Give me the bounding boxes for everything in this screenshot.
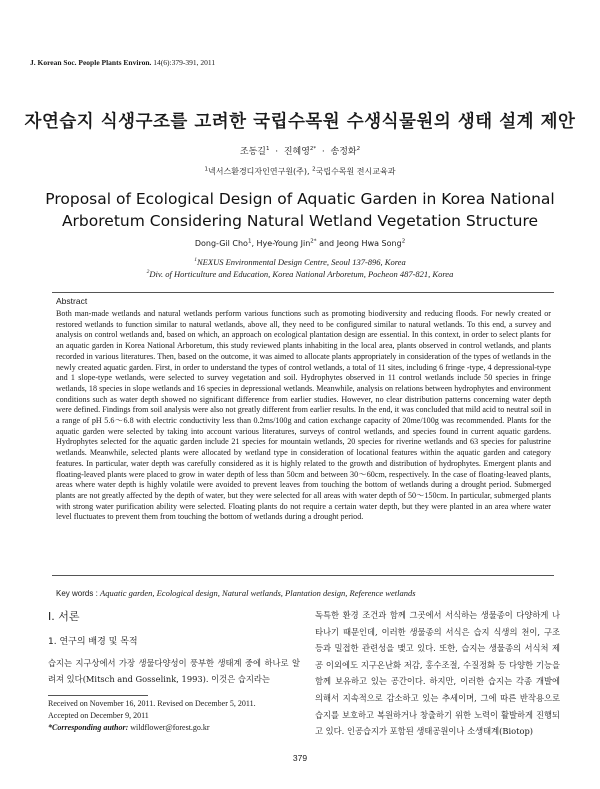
english-title-line-1: Proposal of Ecological Design of Aquatic Garden in Korea National — [45, 190, 555, 208]
received-date: Received on November 16, 2011. Revised on December 5, 2011. — [48, 699, 256, 708]
footnotes — [48, 698, 256, 734]
accepted-date: Accepted on December 9, 2011 — [48, 711, 149, 720]
english-title — [0, 188, 600, 232]
intro-paragraph-left: 습지는 지구상에서 가장 생물다양성이 풍부한 생태계 중에 하나로 알려져 있다(Mitsch and Gosselink, 1993). 이것은 습지라는 — [48, 658, 300, 684]
corresponding-email: wildflower@forest.go.kr — [130, 723, 210, 732]
author-kr-3: 송정화 — [330, 147, 357, 157]
english-authors: Dong-Gil Cho$^1$, Hye-Young Jin$^{2*}$ and Jeong Hwa Song$^2$ — [194, 238, 406, 248]
english-affiliations — [0, 256, 600, 280]
author-en-2: Hye-Young Jin — [256, 239, 311, 248]
affil-en-2: Div. of Horticulture and Education, Korea National Arboretum, Pocheon 487-821, Korea — [149, 269, 454, 279]
subsection-heading: 1. 연구의 배경 및 목적 — [48, 637, 138, 647]
affil-kr-2: 국립수목원 전시교육과 — [315, 167, 396, 176]
author-and: and — [319, 239, 335, 248]
affil-en-2-sup: 2 — [146, 269, 150, 276]
right-column-text — [315, 607, 560, 740]
affil-kr-2-sup: 2 — [312, 166, 316, 173]
affil-en-1-sup: 1 — [194, 257, 198, 264]
author-en-1-sup: 1 — [247, 238, 252, 245]
corresponding-label: *Corresponding author: — [48, 723, 129, 732]
journal-citation — [30, 58, 215, 67]
affil-en-1: NEXUS Environmental Design Centre, Seoul 137-896, Korea — [197, 257, 406, 267]
abstract-section — [52, 292, 554, 576]
author-en-1: Dong-Gil Cho — [194, 239, 248, 248]
english-title-line-2: Arboretum Considering Natural Wetland Vegetation Structure — [61, 212, 539, 230]
author-separator: · — [275, 147, 279, 157]
affil-en-2-line — [0, 268, 600, 280]
affil-kr-1: 넥서스환경디자인연구원(주), — [208, 167, 310, 176]
abstract-heading: Abstract — [56, 296, 88, 306]
affil-en-1-line — [0, 256, 600, 268]
author-kr-2-sup: 2* — [309, 146, 317, 152]
author-kr-3-sup: 2 — [356, 146, 361, 152]
korean-title: 자연습지 식생구조를 고려한 국립수목원 수생식물원의 생태 설계 제안 — [24, 112, 576, 132]
left-column-text — [48, 655, 300, 687]
author-kr-1: 조동길 — [239, 147, 266, 157]
journal-name: J. Korean Soc. People Plants Environ. — [30, 58, 152, 67]
korean-authors — [0, 144, 600, 157]
author-en-3-sup: 2 — [401, 238, 406, 245]
affil-kr-1-sup: 1 — [204, 166, 209, 173]
author-en-2-sup: 2* — [310, 238, 317, 245]
author-kr-2: 진혜영 — [283, 147, 310, 157]
keywords — [56, 588, 416, 598]
keywords-text: Aquatic garden, Ecological design, Natural wetlands, Plantation design, Reference wetlands — [100, 588, 416, 598]
author-en-3: Jeong Hwa Song — [336, 239, 402, 248]
journal-volume: 14(6):379-391, 2011 — [153, 58, 216, 67]
korean-affiliations — [0, 166, 600, 177]
footnote-divider — [48, 695, 148, 696]
keywords-label: Key words : — [56, 589, 98, 598]
page-number: 379 — [292, 753, 308, 763]
section-heading: Ⅰ. 서론 — [48, 610, 80, 623]
corresponding-author — [48, 722, 256, 734]
abstract-body: Both man-made wetlands and natural wetlands perform various functions such as promoting biodiversity and reducing floods. For newly created or restored wetlands to function similar to natural wetlands, above all, they need to be configured similar to natural wetlands. To this end, a survey and analysis on control wetlands and, based on which, an approach on ecological plantation design are essential. In this context, in order to select plants for an aquatic garden in Korea National Arboretum, this study reviewed plants inhabiting in the local area, plants observed in control wetlands, and plants recorded in various literatures. Then, based on the outcome, it was aimed to allocate plants appropriately in consideration of the types of wetlands in the newly created aquatic garden. First, in order to understand the types of control wetlands, a total of 11 sites, including 6 fringe -type, 4 depressional-type and 1 slope-type wetlands, were selected to survey vegetation and soil. Hydrophytes observed in 11 control wetlands include 50 species in fringe wetlands, 18 species in slope wetlands and 16 species in depressional wetlands. Meanwhile, analysis on relations between hydrophytes and environment conditions such as water depth showed no significant difference from earlier studies. However, no clear distribution patterns concerning water depth were defined. Findings from soil analysis were also not greatly different from earlier results. In the end, it was concluded that mild acid to neutral soil in a range of pH 5.6～6.8 with electric conductivity less than 0.2ms/100g and cation exchange capacity of 20me/100g was recommended. Plants for the aquatic garden were selected by taking into account various literatures, surveys of control wetlands, and species found in current aquatic gardens. Hydrophytes selected for the aquatic garden include 21 species for mountain wetlands, 20 species for riverine wetlands and 63 species for palustrine wetlands. Meanwhile, selected plants were allocated by wetland type in consideration of locational features within the aquatic garden and category features. In particular, water depth was carefully considered as it is highly related to the growth and distribution of hydrophytes. Emergent plants and floating-leaved plants were placed to grow in water depth of less than 50cm and between 30～60cm, respectively. In the case of floating-leaved plants, areas where water depth is highly volatile were avoided to prevent leaves from touching the bottom of wetlands during a drought period. Submerged plants are not greatly affected by the depth of water, but they were selected for all areas with water depth of 50～150cm. In particular, submerged plants with strong water purification ability were selected. Floating plants do not require a certain water depth, but they were planted in an area where water level fluctuates to prevent them from touching the bottom of wetlands during a drought period. — [56, 309, 551, 522]
author-separator: · — [321, 147, 325, 157]
author-kr-1-sup: 1 — [265, 146, 270, 152]
intro-paragraph-right: 독특한 환경 조건과 함께 그곳에서 서식하는 생물종이 다양하게 나타나기 때문인데, 이러한 생물종의 서식은 습지 식생의 천이, 구조 등과 밀접한 관련성을 맺고 있다. 또한, 습지는 생물종의 서식처 제공 이외에도 지구온난화 저감, 홍수조절, 수질정화 등 다양한 기능을 함께 보유하고 있는 공간이다. 하지만, 이러한 습지는 각종 개발에 의해서 지속적으로 감소하고 있는 추세이며, 그에 따른 반작용으로 습지를 보호하고 복원하거나 창출하기 위한 노력이 활발하게 진행되고 있다. 인공습지가 포함된 생태공원이나 소생태계(Biotop) — [315, 610, 560, 737]
